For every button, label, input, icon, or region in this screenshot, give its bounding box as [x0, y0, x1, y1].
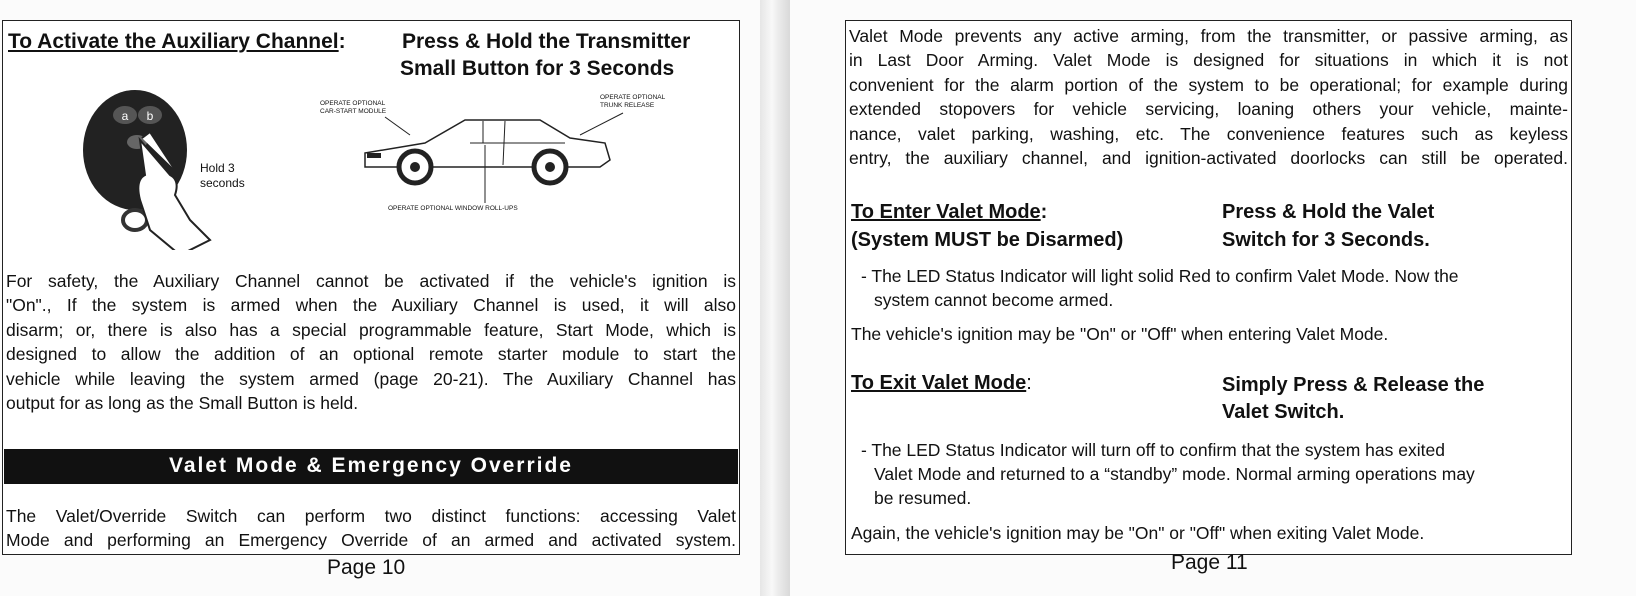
- override-body: [6, 504, 736, 553]
- exit-heading-label: To Exit Valet Mode: [851, 372, 1027, 394]
- exit-instruction-line2: Valet Switch.: [1222, 401, 1345, 423]
- intro-line: entry, the auxiliary channel, and ignition-activated doorlocks can still be operated.: [849, 148, 1568, 169]
- aux-heading-colon: :: [338, 30, 346, 53]
- exit-bullet-line2: Valet Mode and returned to a “standby” mode. Normal arming operations may: [874, 464, 1475, 484]
- svg-text:a: a: [121, 109, 129, 123]
- page-number-left: Page 10: [327, 556, 406, 579]
- svg-text:b: b: [146, 109, 154, 123]
- exit-bullet-line3: be resumed.: [874, 488, 972, 508]
- enter-instruction-line1: Press & Hold the Valet: [1222, 201, 1435, 223]
- aux-body-line: "On"., If the system is armed when the Auxiliary Channel is used, it will also: [6, 295, 736, 316]
- aux-body: [6, 269, 736, 415]
- car-start-label-line1: OPERATE OPTIONAL: [320, 100, 386, 107]
- aux-instruction-line2: Small Button for 3 Seconds: [400, 57, 675, 80]
- exit-instruction-line1: Simply Press & Release the: [1222, 374, 1485, 396]
- aux-body-line: vehicle while leaving the system armed (page 20-21). The Auxiliary Channel has: [6, 368, 736, 389]
- aux-body-line: designed to allow the addition of an optional remote starter module to start the: [6, 344, 736, 365]
- aux-body-line: output for as long as the Small Button is held.: [6, 393, 359, 414]
- enter-instruction-line2: Switch for 3 Seconds.: [1222, 229, 1430, 251]
- enter-note: The vehicle's ignition may be "On" or "Off" when entering Valet Mode.: [851, 324, 1389, 344]
- enter-bullet: [861, 264, 1459, 312]
- override-line: Mode and performing an Emergency Override of an armed and activated system.: [6, 530, 736, 551]
- intro-line: nance, valet parking, washing, etc. The convenience features such as keyless: [849, 123, 1568, 144]
- exit-instruction: [1222, 372, 1484, 426]
- exit-heading-colon: :: [1026, 372, 1032, 394]
- exit-bullet-line1: - The LED Status Indicator will turn off to confirm that the system has exited: [861, 440, 1445, 460]
- hold-label: [200, 161, 245, 191]
- hold-label-line2: seconds: [200, 176, 245, 190]
- hold-label-line1: Hold 3: [200, 161, 235, 175]
- intro-line: Valet Mode prevents any active arming, from the transmitter, or passive arming, as: [849, 26, 1568, 46]
- exit-note: Again, the vehicle's ignition may be "On" or "Off" when exiting Valet Mode.: [851, 523, 1425, 543]
- aux-instruction-line1: Press & Hold the Transmitter: [402, 30, 691, 53]
- enter-heading-colon: :: [1040, 201, 1048, 223]
- intro-line: extended stopovers for vehicle servicing, loaning others your vehicle, mainte-: [849, 99, 1568, 120]
- page-number-right: Page 11: [1171, 551, 1248, 574]
- exit-valet-heading: [851, 372, 1032, 395]
- aux-heading: [8, 30, 346, 54]
- enter-bullet-line2: system cannot become armed.: [874, 290, 1114, 310]
- exit-bullet: [861, 438, 1475, 510]
- transmitter-illustration: [80, 80, 300, 250]
- aux-heading-label: To Activate the Auxiliary Channel: [8, 30, 339, 53]
- window-label: OPERATE OPTIONAL WINDOW ROLL-UPS: [388, 205, 518, 212]
- override-line: The Valet/Override Switch can perform two distinct functions: accessing Valet: [6, 506, 736, 526]
- trunk-label-line2: TRUNK RELEASE: [600, 102, 655, 109]
- intro-line: in Last Door Arming. Valet Mode is designed for situations in which it is not: [849, 50, 1568, 71]
- enter-heading-sub: (System MUST be Disarmed): [851, 229, 1124, 251]
- book-spine: [760, 0, 790, 596]
- section-bar: Valet Mode & Emergency Override: [4, 449, 738, 484]
- trunk-label-line1: OPERATE OPTIONAL: [600, 94, 666, 101]
- car-illustration: [355, 105, 625, 205]
- enter-heading-label: To Enter Valet Mode: [851, 201, 1041, 223]
- aux-body-line: For safety, the Auxiliary Channel cannot be activated if the vehicle's ignition is: [6, 271, 736, 291]
- enter-bullet-line1: - The LED Status Indicator will light solid Red to confirm Valet Mode. Now the: [861, 266, 1459, 286]
- enter-valet-heading: [851, 198, 1123, 254]
- intro-line: convenient for the alarm portion of the system to be operational; for example during: [849, 74, 1568, 95]
- car-start-label-line2: CAR-START MODULE: [320, 108, 387, 115]
- valet-intro: [849, 24, 1568, 170]
- enter-instruction: [1222, 198, 1434, 254]
- aux-body-line: disarm; or, there is also has a special programmable feature, Start Mode, which is: [6, 319, 736, 340]
